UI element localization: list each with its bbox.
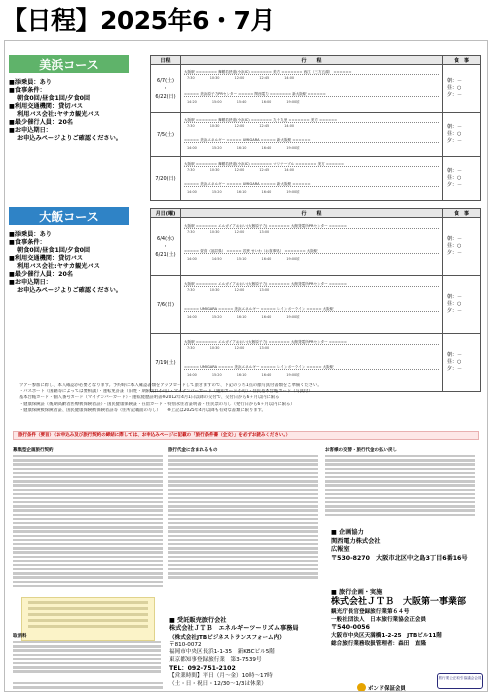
apply-text: お申込みページよりご確認ください。 — [17, 135, 122, 142]
course-info-ohi — [9, 231, 141, 295]
meal-cell: 朝：－ 昼：○ 夕：－ — [443, 157, 481, 201]
col-date: 月日(曜) — [151, 209, 181, 218]
cancel-fee-table — [21, 597, 155, 641]
implementer-address: 大阪市中央区天満橋1-2-25 JTBビル11階 — [331, 633, 442, 639]
terms-column-3: お客様の交替・旅行代金の払い戻し — [325, 447, 475, 523]
itinerary-cell: 大阪駅 ======= 舞鶴若狭道(小浜IC) ======= 美方 ======= 西江（三方五湖） ====== 7:30 10:30 12:00 12:45 14:00 ===== 美浜原子力PRセンター ===== 関西電力 ======= 新大阪駅 ====== 14:20 15:00 15:40 16:00 19:00頃 — [181, 65, 443, 113]
bus-company: 利用バス会社:ヤサカ観光バス — [17, 111, 100, 118]
date-cell: 6/7(土) ・ 6/22(日) — [151, 65, 181, 113]
itinerary-cell: 大阪駅 ======= 舞鶴若狭道(小浜IC) ======= マリナーブル ======= 美方 ====== 7:30 10:30 12:00 12:45 14:00 ===== 美浜エネルギー ===== UMIGARA ===== 新大阪駅 ====== 14:00 15:20 16:10 16:40 19:00頃 — [181, 157, 443, 201]
itinerary-cell: 大阪駅 ======= エルガイアおおい(大飯原子力) ======= 大飯発電所PRセンター ====== 7:30 10:30 12:00 13:00 ===== 昼食（福井県） ===== 若狭 せいわ（お食事処） ======= 大阪駅 14:00 14:50 15:10 16:40 19:00頃 — [181, 218, 443, 276]
date-cell: 7/20(日) — [151, 157, 181, 201]
sales-agent-company: 株式会社ＪＴＢ エネルギーツーリズム事務局 — [169, 625, 299, 633]
page-title: 【日程】2025年6・7月 — [2, 6, 275, 35]
course-title-mihama: 美浜コース — [9, 55, 129, 73]
flyer-sheet — [4, 40, 488, 692]
sales-agent-info — [169, 617, 319, 688]
bond-logo: ボンド保証会員 — [357, 683, 406, 692]
cooperation-label: ■ 企画協力 — [331, 529, 364, 536]
schedule-table-mihama — [150, 55, 481, 201]
sales-agent-sub: （株式会社JTBビジネストランスフォーム内） — [169, 634, 285, 641]
course-info-mihama — [9, 79, 141, 143]
conditions-banner: 旅行条件（要旨）（お申込み及び旅行契約の締結に際しては、お申込みページに記載の「旅行条件書（全文）」を必ずお読みください。） — [13, 431, 479, 440]
hours-closed: （土・日・祝日・12/30～1/3は休業） — [169, 680, 267, 687]
implementer-postal: 〒540-0056 — [331, 624, 370, 631]
guide-info: ■添乗員：あり — [9, 231, 52, 238]
guide-info: ■添乗員：あり — [9, 79, 52, 86]
implementer-registration: 観光庁長官登録旅行業第６４号 — [331, 609, 410, 615]
implementer-manager: 総合旅行業務取扱管理者：森田 直隆 — [331, 641, 427, 647]
meal-cell: 朝：－ 昼：○ 夕：－ — [443, 276, 481, 334]
cooperation-info — [331, 529, 481, 563]
bus-company: 利用バス会社:ヤサカ観光バス — [17, 263, 100, 270]
meal-cell: 朝：－ 昼：○ 夕：－ — [443, 65, 481, 113]
sales-agent-tel: TEL：092-751-2102 — [169, 664, 236, 672]
bond-icon — [357, 683, 366, 692]
fair-trade-badge: 旅行業公正取引協議会会員 — [437, 673, 483, 689]
transport-info: ■利用交通機関：貸切バス — [9, 255, 83, 262]
hours: 平日（月～金）10時～17時 — [202, 672, 273, 679]
col-meals: 食 事 — [443, 209, 481, 218]
meal-cell: 朝：－ 昼：○ 夕：－ — [443, 113, 481, 157]
min-people: ■最少催行人員：20名 — [9, 271, 73, 278]
meals-info: 朝食0回/昼食1回/夕食0回 — [17, 247, 91, 254]
implementer-association: 一般社団法人 日本旅行業協会正会員 — [331, 617, 427, 623]
col-date: 日程 — [151, 56, 181, 65]
terms-column-2: 旅行代金に含まれるもの — [168, 447, 318, 613]
hours-label: 【営業時間】 — [169, 672, 203, 679]
course-title-ohi: 大飯コース — [9, 207, 129, 225]
implementer-company: 株式会社ＪＴＢ 大阪第一事業部 — [331, 597, 467, 607]
implementer-info — [331, 589, 481, 648]
table-row — [151, 65, 481, 113]
meals-info: 朝食0回/昼食1回/夕食0回 — [17, 95, 91, 102]
min-people: ■最少催行人員：20名 — [9, 119, 73, 126]
course-ohi — [9, 207, 141, 295]
table-row — [151, 113, 481, 157]
sales-agent-postal: 〒810-0072 — [169, 641, 202, 648]
itinerary-cell: 大阪駅 ======= 舞鶴若狭道(小浜IC) ======= 九十九里 ======= 美方 ====== 7:30 10:30 12:00 12:45 14:00 ===== 美浜エネルギー ===== UMIGARA ===== 新大阪駅 ====== 14:00 15:20 16:10 16:40 19:00頃 — [181, 113, 443, 157]
sales-agent-label: ■ 受託販売旅行会社 — [169, 617, 227, 624]
transport-info: ■利用交通機関：貸切バス — [9, 103, 83, 110]
itinerary-cell: 大阪駅 ======= エルガイアおおい(大飯原子力) ======= 大飯発電所PRセンター ====== 7:30 10:30 12:00 13:00 ===== UMIGARA ===== 美浜エネルギー ===== レインボーライン ===== 大阪駅 14:00 15:20 16:10 16:40 19:00頃 — [181, 276, 443, 334]
cancel-title: 取消料 — [13, 634, 27, 639]
date-cell: 6/4(水) ・ 6/21(土) — [151, 218, 181, 276]
cooperation-address: 〒530-8270 大阪市北区中之島3丁目6番16号 — [331, 554, 468, 562]
date-cell: 7/6(日) — [151, 276, 181, 334]
sales-agent-address: 福岡市中央区長浜1-1-35 新KBCビル5階 — [169, 649, 275, 656]
col-itinerary: 行 程 — [181, 56, 443, 65]
apply-text: お申込みページよりご確認ください。 — [17, 287, 122, 294]
table-row — [151, 218, 481, 276]
meals-label: ■食事条件： — [9, 239, 46, 246]
date-cell: 7/19(土) — [151, 334, 181, 392]
notes: ツアー参加に際し、本人確認が必要となります。予約時に本人確認書類をアップロードして頂きますので、下記のうち1点の顔写真付書類をご準備ください。 ・パスポート（国籍等によっては要相談）・運転免許証（旧姓・期限切れ不可）・マイナンバーカード（通知カード不可）・住民基本台帳カード（写真付） 基本台帳カード・個人番号カード（マイナンバーカード）・運転経歴証明書※2012年4月1日以降の交付で、交付日から6ヶ月以内に限る ・健康保険証（後期高齢者医療被保険者証）・国民健康保険証・在留カード・特別永住者証明書・住民票の写し（発行日から6ヶ月以内に限る） ・健康保険被保険者証、国民健康保険被保険者証等（住所記載面の写し） ※上記は2025年4月以降も有効な書類に限ります。 — [19, 383, 322, 413]
table-row — [151, 157, 481, 201]
apply-label: ■お申込期日： — [9, 279, 52, 286]
terms-column-1: 募集型企画旅行契約 — [13, 447, 163, 629]
itinerary-cell: 大阪駅 ======= エルガイアおおい(大飯原子力) ======= 大飯発電所PRセンター ====== 7:30 10:30 12:00 13:00 ===== UMIGARA ===== 美浜エネルギー ===== レインボーライン ===== 大阪駅 14:00 15:20 16:10 16:40 19:00頃 — [181, 334, 443, 392]
implementer-label: ■ 旅行企画・実施 — [331, 589, 383, 596]
col-meals: 食 事 — [443, 56, 481, 65]
cancel-text — [13, 641, 161, 675]
table-row — [151, 276, 481, 334]
schedule-table-ohi — [150, 208, 481, 392]
cooperation-company: 関西電力株式会社 — [331, 537, 381, 545]
course-mihama — [9, 55, 141, 143]
fine-print — [13, 682, 163, 690]
meal-cell: 朝：－ 昼：○ 夕：－ — [443, 334, 481, 392]
cooperation-dept: 広報室 — [331, 546, 350, 553]
date-cell: 7/5(土) — [151, 113, 181, 157]
col-itinerary: 行 程 — [181, 209, 443, 218]
sales-agent-registration: 東京都知事登録旅行業 第3-7539号 — [169, 657, 262, 664]
meal-cell: 朝：－ 昼：○ 夕：－ — [443, 218, 481, 276]
apply-label: ■お申込期日： — [9, 127, 52, 134]
meals-label: ■食事条件： — [9, 87, 46, 94]
